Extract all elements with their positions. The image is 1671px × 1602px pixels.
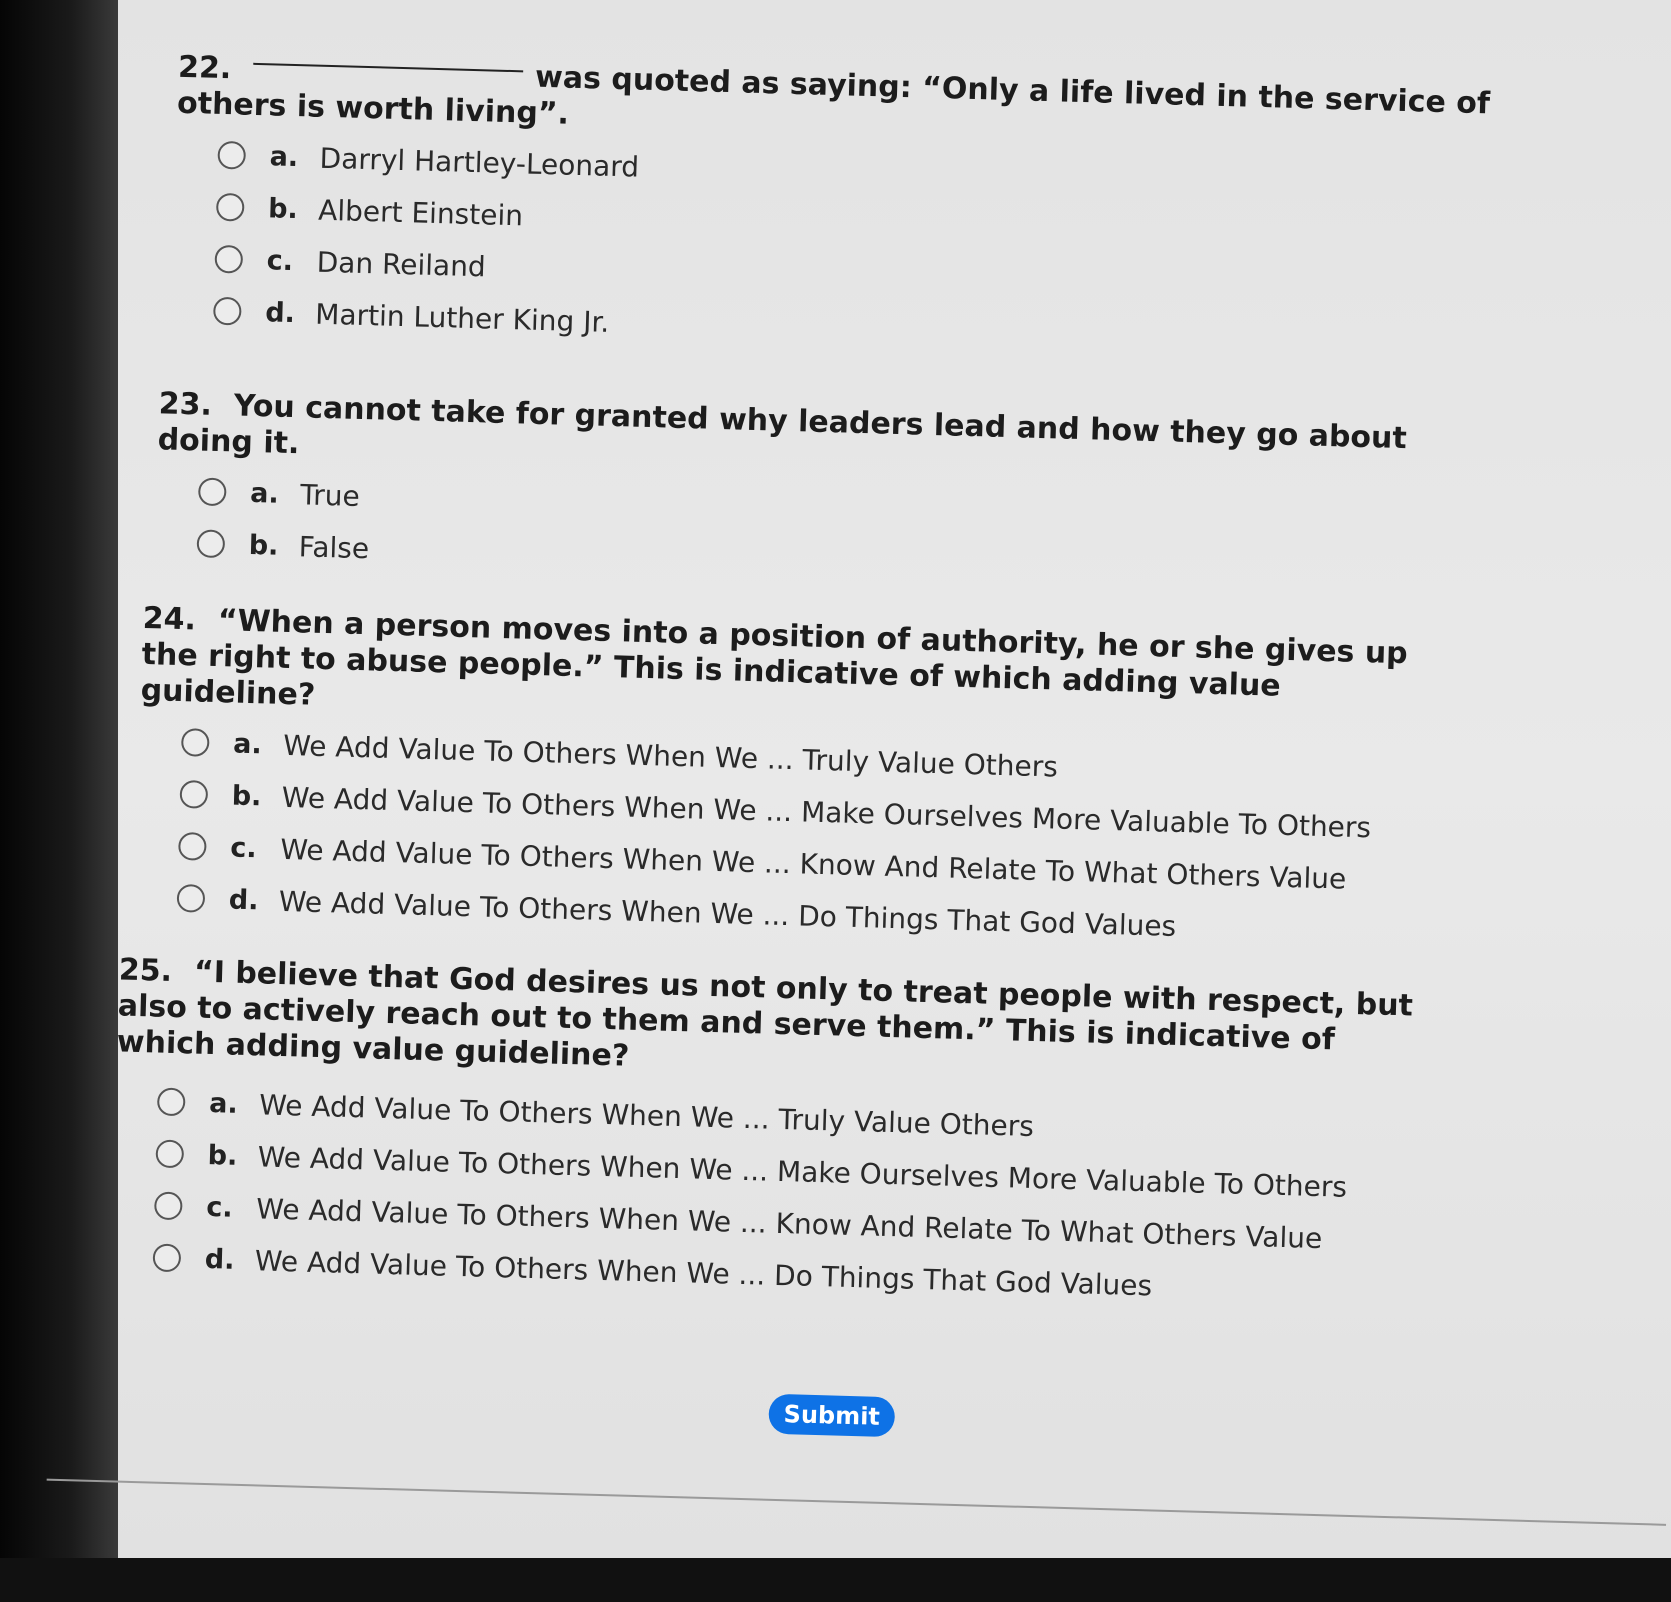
answer-options <box>152 1076 1435 1320</box>
radio-button[interactable] <box>155 1140 184 1169</box>
question-text: was quoted as saying: “Only a life lived in the service of others is worth living”. <box>176 59 1491 132</box>
question-number: 23. <box>158 386 213 423</box>
radio-button[interactable] <box>154 1191 183 1220</box>
radio-button[interactable] <box>178 832 207 861</box>
option-text: We Add Value To Others When We ... Make Ourselves More Valuable To Others <box>281 780 1372 844</box>
option-text: Dan Reiland <box>316 245 487 283</box>
option-letter: b. <box>267 192 299 225</box>
radio-button[interactable] <box>177 884 206 913</box>
radio-button[interactable] <box>198 477 227 506</box>
answer-options <box>176 716 1459 960</box>
option-text: True <box>299 477 361 513</box>
option-letter: a. <box>232 728 263 760</box>
option-letter: c. <box>266 244 294 277</box>
radio-button[interactable] <box>217 141 246 170</box>
option-letter: b. <box>207 1139 238 1172</box>
radio-button[interactable] <box>216 193 245 222</box>
fill-in-blank <box>253 63 523 73</box>
option-text: False <box>298 529 370 565</box>
option-text: We Add Value To Others When We ... Know And Relate To What Others Value <box>279 832 1347 896</box>
option-letter: a. <box>249 477 280 510</box>
radio-button[interactable] <box>213 297 242 326</box>
option-letter: b. <box>231 779 262 812</box>
answer-options <box>213 129 1496 373</box>
option-text: We Add Value To Others When We ... Do Things That God Values <box>254 1243 1153 1302</box>
option-text: Albert Einstein <box>317 193 524 232</box>
question-25-prompt <box>116 952 1439 1097</box>
option-text: We Add Value To Others When We ... Know And Relate To What Others Value <box>255 1191 1323 1255</box>
radio-button[interactable] <box>181 728 210 757</box>
question-text: “I believe that God desires us not only to treat people with respect, but also to actively reach out to them and serve them.” This is indicative of which adding value guideline? <box>116 954 1414 1074</box>
question-text: You cannot take for granted why leaders lead and how they go about doing it. <box>157 388 1408 462</box>
footer-divider <box>47 1479 1666 1526</box>
radio-button[interactable] <box>153 1243 182 1272</box>
option-text: Martin Luther King Jr. <box>314 297 610 339</box>
question-text: “When a person moves into a position of authority, he or she gives up the right to abuse people.” This is indicative of which adding value guideline? <box>140 603 1409 713</box>
radio-button[interactable] <box>157 1088 186 1117</box>
option-letter: b. <box>248 529 279 562</box>
question-number: 22. <box>177 49 232 87</box>
option-letter: d. <box>264 296 296 329</box>
option-text: We Add Value To Others When We ... Truly Value Others <box>258 1087 1035 1143</box>
radio-button[interactable] <box>196 529 225 558</box>
radio-button[interactable] <box>179 780 208 809</box>
question-25 <box>110 952 1439 1319</box>
option-letter: c. <box>229 831 258 864</box>
question-number: 25. <box>118 952 173 989</box>
option-text: We Add Value To Others When We ... Do Things That God Values <box>278 884 1177 943</box>
option-text: We Add Value To Others When We ... Make Ourselves More Valuable To Others <box>257 1139 1348 1204</box>
option-letter: c. <box>205 1191 234 1224</box>
option-text: Darryl Hartley-Leonard <box>319 141 640 184</box>
screen <box>118 0 1671 1558</box>
option-letter: d. <box>228 883 259 916</box>
question-number: 24. <box>142 600 197 638</box>
radio-button[interactable] <box>214 245 243 274</box>
question-23 <box>154 386 1479 605</box>
option-letter: a. <box>208 1087 239 1120</box>
submit-button[interactable]: Submit <box>768 1394 895 1438</box>
question-24 <box>134 601 1462 960</box>
question-22 <box>171 50 1498 373</box>
option-text: We Add Value To Others When We ... Truly Value Others <box>282 728 1059 784</box>
option-letter: d. <box>204 1243 235 1276</box>
option-letter: a. <box>269 140 299 173</box>
quiz-page <box>74 0 1670 1601</box>
